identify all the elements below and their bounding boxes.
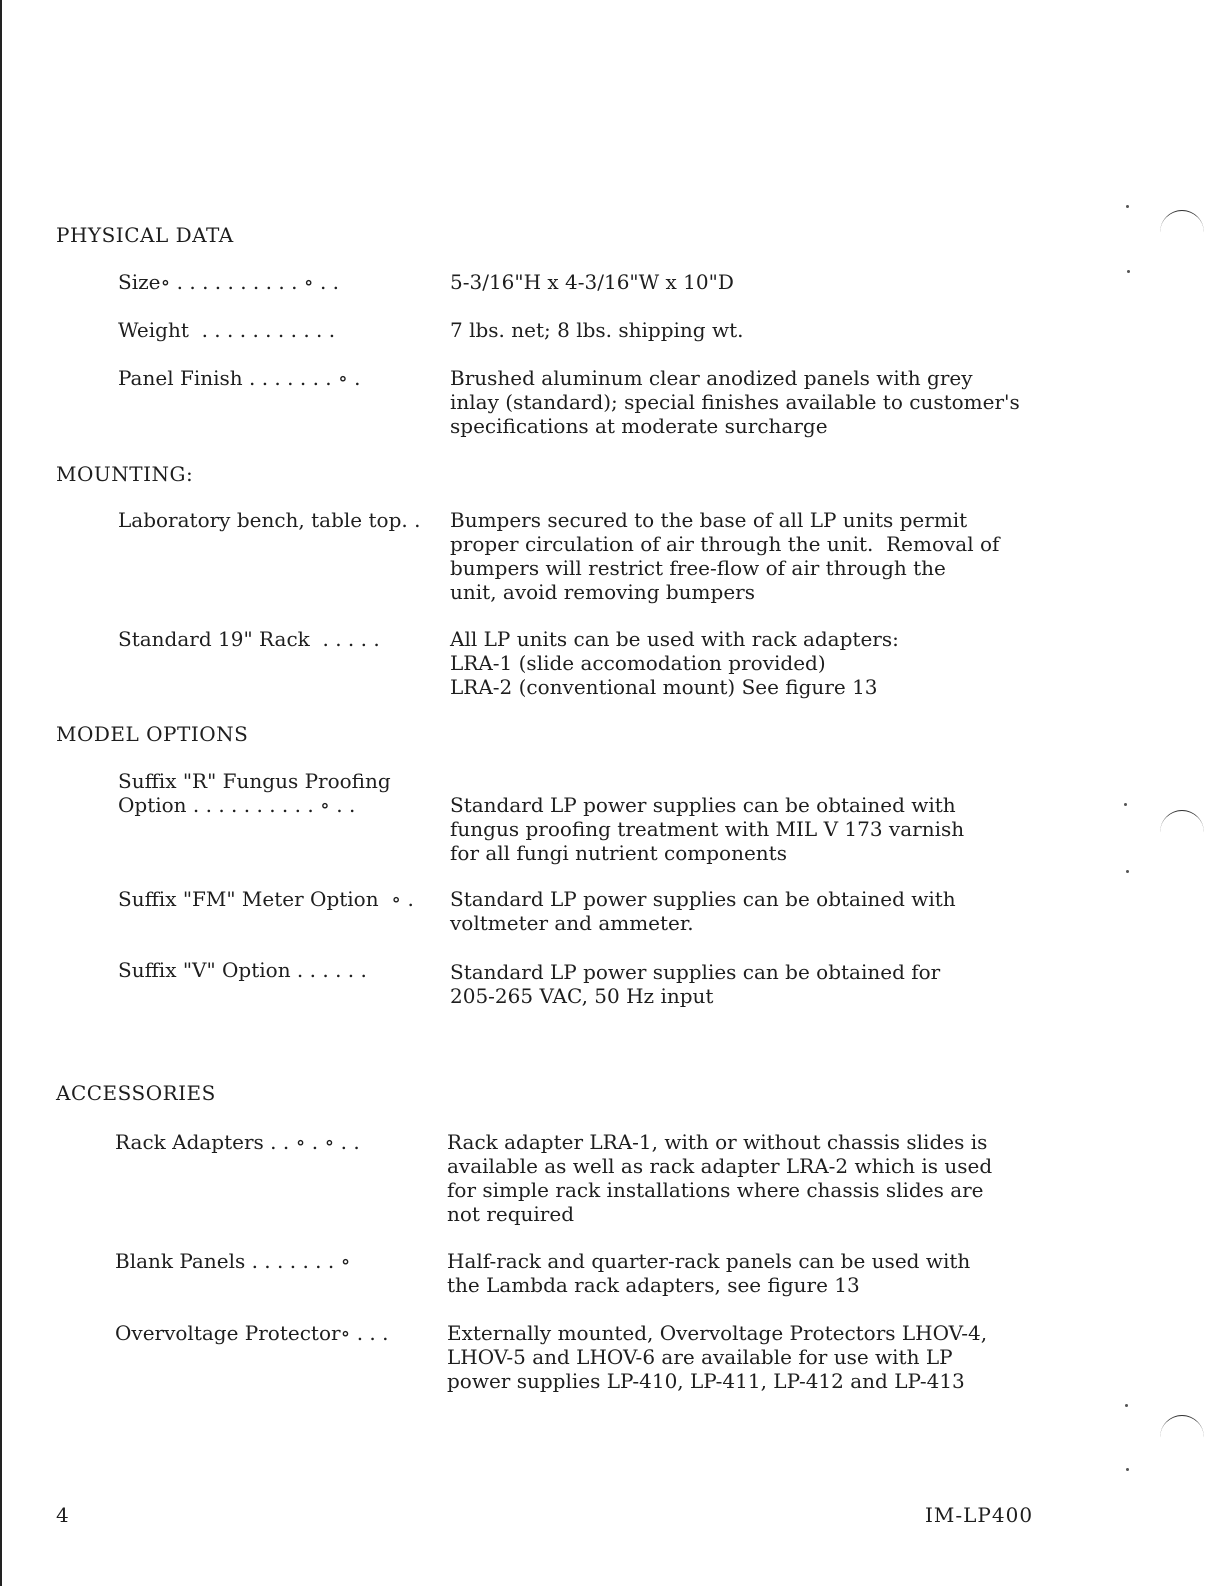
scan-speck — [1125, 1404, 1128, 1407]
punch-hole-mark-bottom — [1160, 1415, 1204, 1460]
value-size: 5-3/16"H x 4-3/16"W x 10"D — [450, 270, 734, 294]
punch-hole-mark-middle — [1160, 810, 1204, 855]
label-suffix-v: Suffix "V" Option . . . . . . — [118, 958, 367, 982]
label-suffix-r: Option . . . . . . . . . . ∘ . . — [118, 793, 356, 817]
value-panel-finish: Brushed aluminum clear anodized panels with grey inlay (standard); special finishes available to customer's specifications at moderate surcharge — [450, 366, 1020, 438]
value-weight: 7 lbs. net; 8 lbs. shipping wt. — [450, 318, 744, 342]
value-suffix-r: Standard LP power supplies can be obtained with fungus proofing treatment with MIL V 173 varnish for all fungi nutrient components — [450, 793, 965, 865]
scan-speck — [1126, 870, 1129, 873]
label-rack-adapters: Rack Adapters . . ∘ . ∘ . . — [115, 1130, 360, 1154]
page-edge — [0, 0, 2, 1586]
value-blank-panels: Half-rack and quarter-rack panels can be used with the Lambda rack adapters, see figure 13 — [447, 1249, 971, 1297]
label-suffix-r-line1: Suffix "R" Fungus Proofing — [118, 769, 391, 793]
value-rack-adapters: Rack adapter LRA-1, with or without chassis slides is available as well as rack adapter LRA-2 which is used for simple rack installations where chassis slides are not required — [447, 1130, 993, 1226]
label-size: Size∘ . . . . . . . . . . ∘ . . — [118, 270, 340, 294]
label-panel-finish: Panel Finish . . . . . . . ∘ . — [118, 366, 361, 390]
scan-speck — [1127, 270, 1130, 273]
section-heading-accessories: ACCESSORIES — [56, 1081, 216, 1105]
label-laboratory-bench: Laboratory bench, table top. . — [118, 508, 421, 532]
label-suffix-fm: Suffix "FM" Meter Option ∘ . — [118, 887, 414, 911]
value-suffix-v: Standard LP power supplies can be obtained for 205-265 VAC, 50 Hz input — [450, 960, 941, 1008]
value-standard-rack: All LP units can be used with rack adapters: LRA-1 (slide accomodation provided) LRA-2 (conventional mount) See figure 13 — [450, 627, 899, 699]
scan-speck — [1126, 1468, 1129, 1471]
value-overvoltage-protector: Externally mounted, Overvoltage Protectors LHOV-4, LHOV-5 and LHOV-6 are available for use with LP power supplies LP-410, LP-411, LP-412 and LP-413 — [447, 1321, 988, 1393]
label-standard-rack: Standard 19" Rack . . . . . — [118, 627, 380, 651]
section-heading-model-options: MODEL OPTIONS — [56, 722, 249, 746]
value-suffix-fm: Standard LP power supplies can be obtained with voltmeter and ammeter. — [450, 887, 956, 935]
label-blank-panels: Blank Panels . . . . . . . ∘ — [115, 1249, 351, 1273]
scan-speck — [1126, 205, 1129, 208]
value-laboratory-bench: Bumpers secured to the base of all LP units permit proper circulation of air through the unit. Removal of bumpers will restrict free-flow of air through the unit, avoid removing bumpers — [450, 508, 1000, 604]
section-heading-physical-data: PHYSICAL DATA — [56, 223, 234, 247]
page-number: 4 — [56, 1503, 69, 1527]
label-weight: Weight . . . . . . . . . . . — [118, 318, 336, 342]
punch-hole-mark-top — [1160, 210, 1204, 255]
document-id: IM-LP400 — [925, 1503, 1034, 1527]
scan-speck — [1124, 803, 1127, 806]
label-overvoltage-protector: Overvoltage Protector∘ . . . — [115, 1321, 389, 1345]
section-heading-mounting: MOUNTING: — [56, 462, 194, 486]
